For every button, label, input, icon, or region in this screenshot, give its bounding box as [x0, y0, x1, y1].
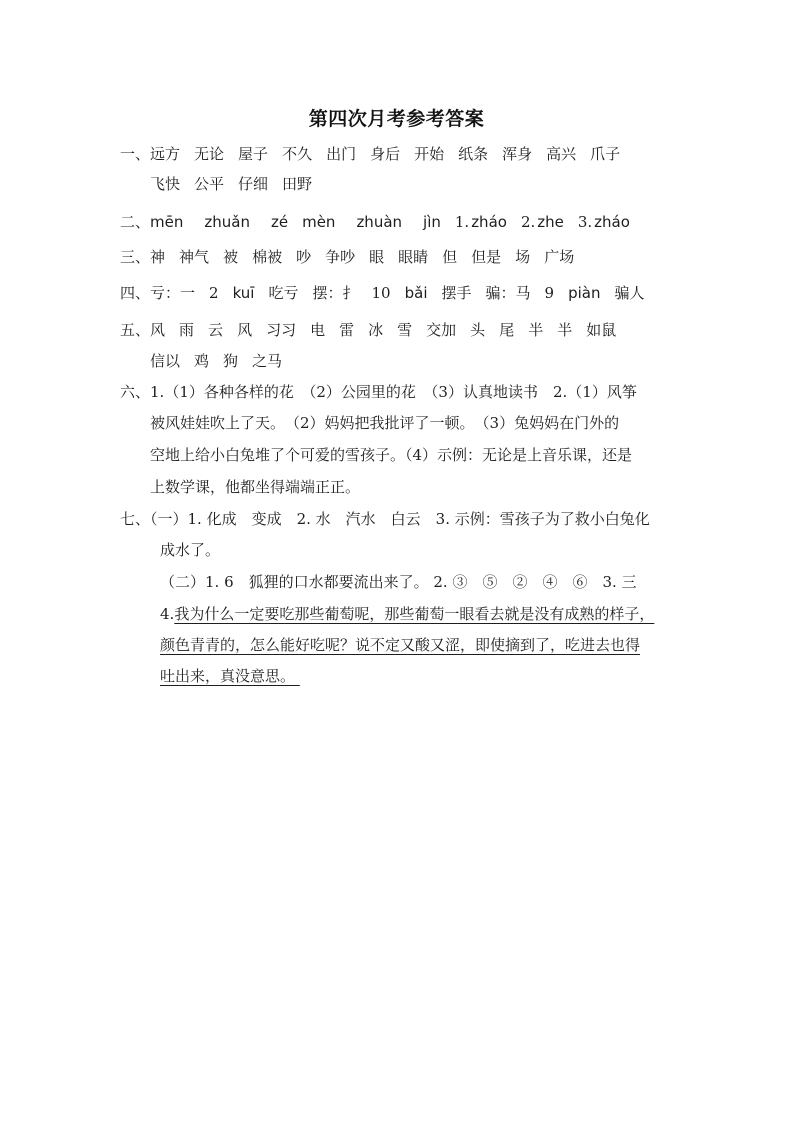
answer-word: 吵 [296, 248, 312, 266]
answer-word: 但是 [471, 248, 502, 266]
answer-word: 风 [237, 321, 253, 339]
answer-text: （二）1. 6 狐狸的口水都要流出来了。 2. ③ ⑤ ② ④ ⑥ 3. 三 [160, 573, 637, 591]
question-number: 4. [160, 605, 175, 623]
answer-word: 眼睛 [398, 248, 429, 266]
question-number: 1. [454, 213, 470, 231]
answer-word: 电 [310, 321, 326, 339]
pinyin-answer: zé [270, 213, 289, 231]
page-title: 第四次月考参考答案 [308, 108, 485, 130]
answer-word: 摆手 [441, 284, 472, 302]
answer-word: 雷 [339, 321, 355, 339]
answer-word: 飞快 [150, 175, 181, 193]
answer-word: 风 [150, 321, 166, 339]
answer-word: 半 [557, 321, 573, 339]
answer-word: 开始 [414, 145, 445, 163]
section-marker: 六、 [120, 383, 151, 401]
underline-tail [295, 666, 305, 686]
section-6-line-1 [120, 382, 637, 402]
answer-word: 但 [442, 248, 458, 266]
stroke-count: 10 [371, 284, 391, 302]
answer-word: 云 [208, 321, 224, 339]
answer-word: 棉被 [252, 248, 283, 266]
section-7-part-1-line-1 [120, 509, 650, 529]
answer-word: 爪子 [590, 145, 621, 163]
section-7-q4-line-1 [160, 604, 654, 624]
answer-word: 之马 [252, 352, 283, 370]
section-7-q4-line-2 [160, 635, 640, 655]
answer-text: 被风娃娃吹上了天。 （2）妈妈把我批评了一顿。 （3）兔妈妈在门外的 [150, 414, 620, 432]
answer-word: 田野 [282, 175, 313, 193]
answer-word: 如鼠 [586, 321, 617, 339]
answer-word: 纸条 [458, 145, 489, 163]
section-4-line-1 [120, 283, 644, 303]
answer-word: 仔细 [238, 175, 269, 193]
pinyin-answer: zhuàn [356, 213, 403, 231]
answer-word: 吃亏 [268, 284, 299, 302]
answer-word: 雪 [397, 321, 413, 339]
radical-answer: 骗：马 [485, 284, 531, 302]
section-3-line-1 [120, 247, 574, 267]
answer-word: 头 [470, 321, 486, 339]
section-6-line-2 [150, 413, 619, 433]
answer-word: 屋子 [238, 145, 269, 163]
pinyin-answer: jìn [423, 213, 441, 231]
answer-word: 高兴 [546, 145, 577, 163]
answer-word: 狗 [223, 352, 239, 370]
answer-word: 不久 [282, 145, 313, 163]
pinyin-answer: mēn [150, 213, 184, 231]
answer-word: 神 [150, 248, 166, 266]
section-1-line-1 [120, 144, 634, 164]
pinyin-answer: zhuǎn [204, 213, 250, 231]
answer-text: 上数学课，他都坐得端端正正。 [150, 478, 361, 496]
underlined-answer: 吐出来，真没意思。 [160, 667, 296, 685]
answer-word: 身后 [370, 145, 401, 163]
answer-word: 被 [223, 248, 239, 266]
section-1-line-2 [150, 174, 326, 194]
section-marker: 七、 [120, 510, 151, 528]
answer-word: 广场 [544, 248, 575, 266]
section-7-q4-line-3 [160, 666, 305, 686]
answer-word: 信以 [150, 352, 181, 370]
answer-word: 半 [528, 321, 544, 339]
section-7-part-2-line-1 [160, 572, 637, 592]
pinyin-answer: zháo [594, 213, 630, 231]
answer-text: 空地上给小白兔堆了个可爱的雪孩子。（4）示例：无论是上音乐课，还是 [150, 446, 633, 464]
answer-word: 神气 [179, 248, 210, 266]
section-5-line-2 [150, 351, 282, 371]
pinyin-answer: zháo [471, 213, 507, 231]
section-7-part-1-line-2 [160, 540, 220, 560]
answer-text: （一）1. 化成 变成 2. 水 汽水 白云 3. 示例：雪孩子为了救小白兔化 [150, 510, 650, 528]
answer-word: 鸡 [194, 352, 210, 370]
answer-word: 习习 [266, 321, 297, 339]
answer-text: 成水了。 [160, 541, 221, 559]
section-marker: 五、 [120, 321, 151, 339]
answer-word: 骗人 [614, 284, 645, 302]
stroke-count: 2 [209, 284, 219, 302]
answer-word: 争吵 [325, 248, 356, 266]
answer-word: 远方 [150, 145, 181, 163]
answer-text: 1.（1）各种各样的花 （2）公园里的花 （3）认真地读书 2.（1）风筝 [150, 383, 637, 401]
section-6-line-3 [150, 445, 632, 465]
pinyin-answer: zhe [537, 213, 564, 231]
question-number: 3. [577, 213, 593, 231]
answer-word: 冰 [368, 321, 384, 339]
answer-word: 尾 [499, 321, 515, 339]
section-marker: 一、 [120, 145, 151, 163]
pinyin-answer: kuī [232, 284, 255, 302]
answer-word: 浑身 [502, 145, 533, 163]
pinyin-answer: piàn [568, 284, 601, 302]
answer-word: 眼 [369, 248, 385, 266]
underlined-answer: 颜色青青的，怎么能好吃呢？说不定又酸又涩，即使摘到了，吃进去也得 [160, 636, 641, 654]
pinyin-answer: mèn [302, 213, 336, 231]
radical-answer: 亏：一 [150, 284, 196, 302]
answer-word: 交加 [426, 321, 457, 339]
answer-word: 公平 [194, 175, 225, 193]
section-marker: 三、 [120, 248, 151, 266]
pinyin-answer: bǎi [404, 284, 428, 302]
radical-answer: 摆：扌 [312, 284, 358, 302]
section-2-line-1 [120, 212, 630, 232]
answer-word: 场 [515, 248, 531, 266]
section-marker: 四、 [120, 284, 151, 302]
answer-word: 出门 [326, 145, 357, 163]
answer-word: 无论 [194, 145, 225, 163]
question-number: 2. [520, 213, 536, 231]
section-marker: 二、 [120, 213, 151, 231]
section-5-line-1 [120, 320, 616, 340]
underlined-answer: 我为什么一定要吃那些葡萄呢，那些葡萄一眼看去就是没有成熟的样子， [174, 605, 655, 623]
section-6-line-4 [150, 477, 360, 497]
stroke-count: 9 [544, 284, 555, 302]
answer-word: 雨 [179, 321, 195, 339]
